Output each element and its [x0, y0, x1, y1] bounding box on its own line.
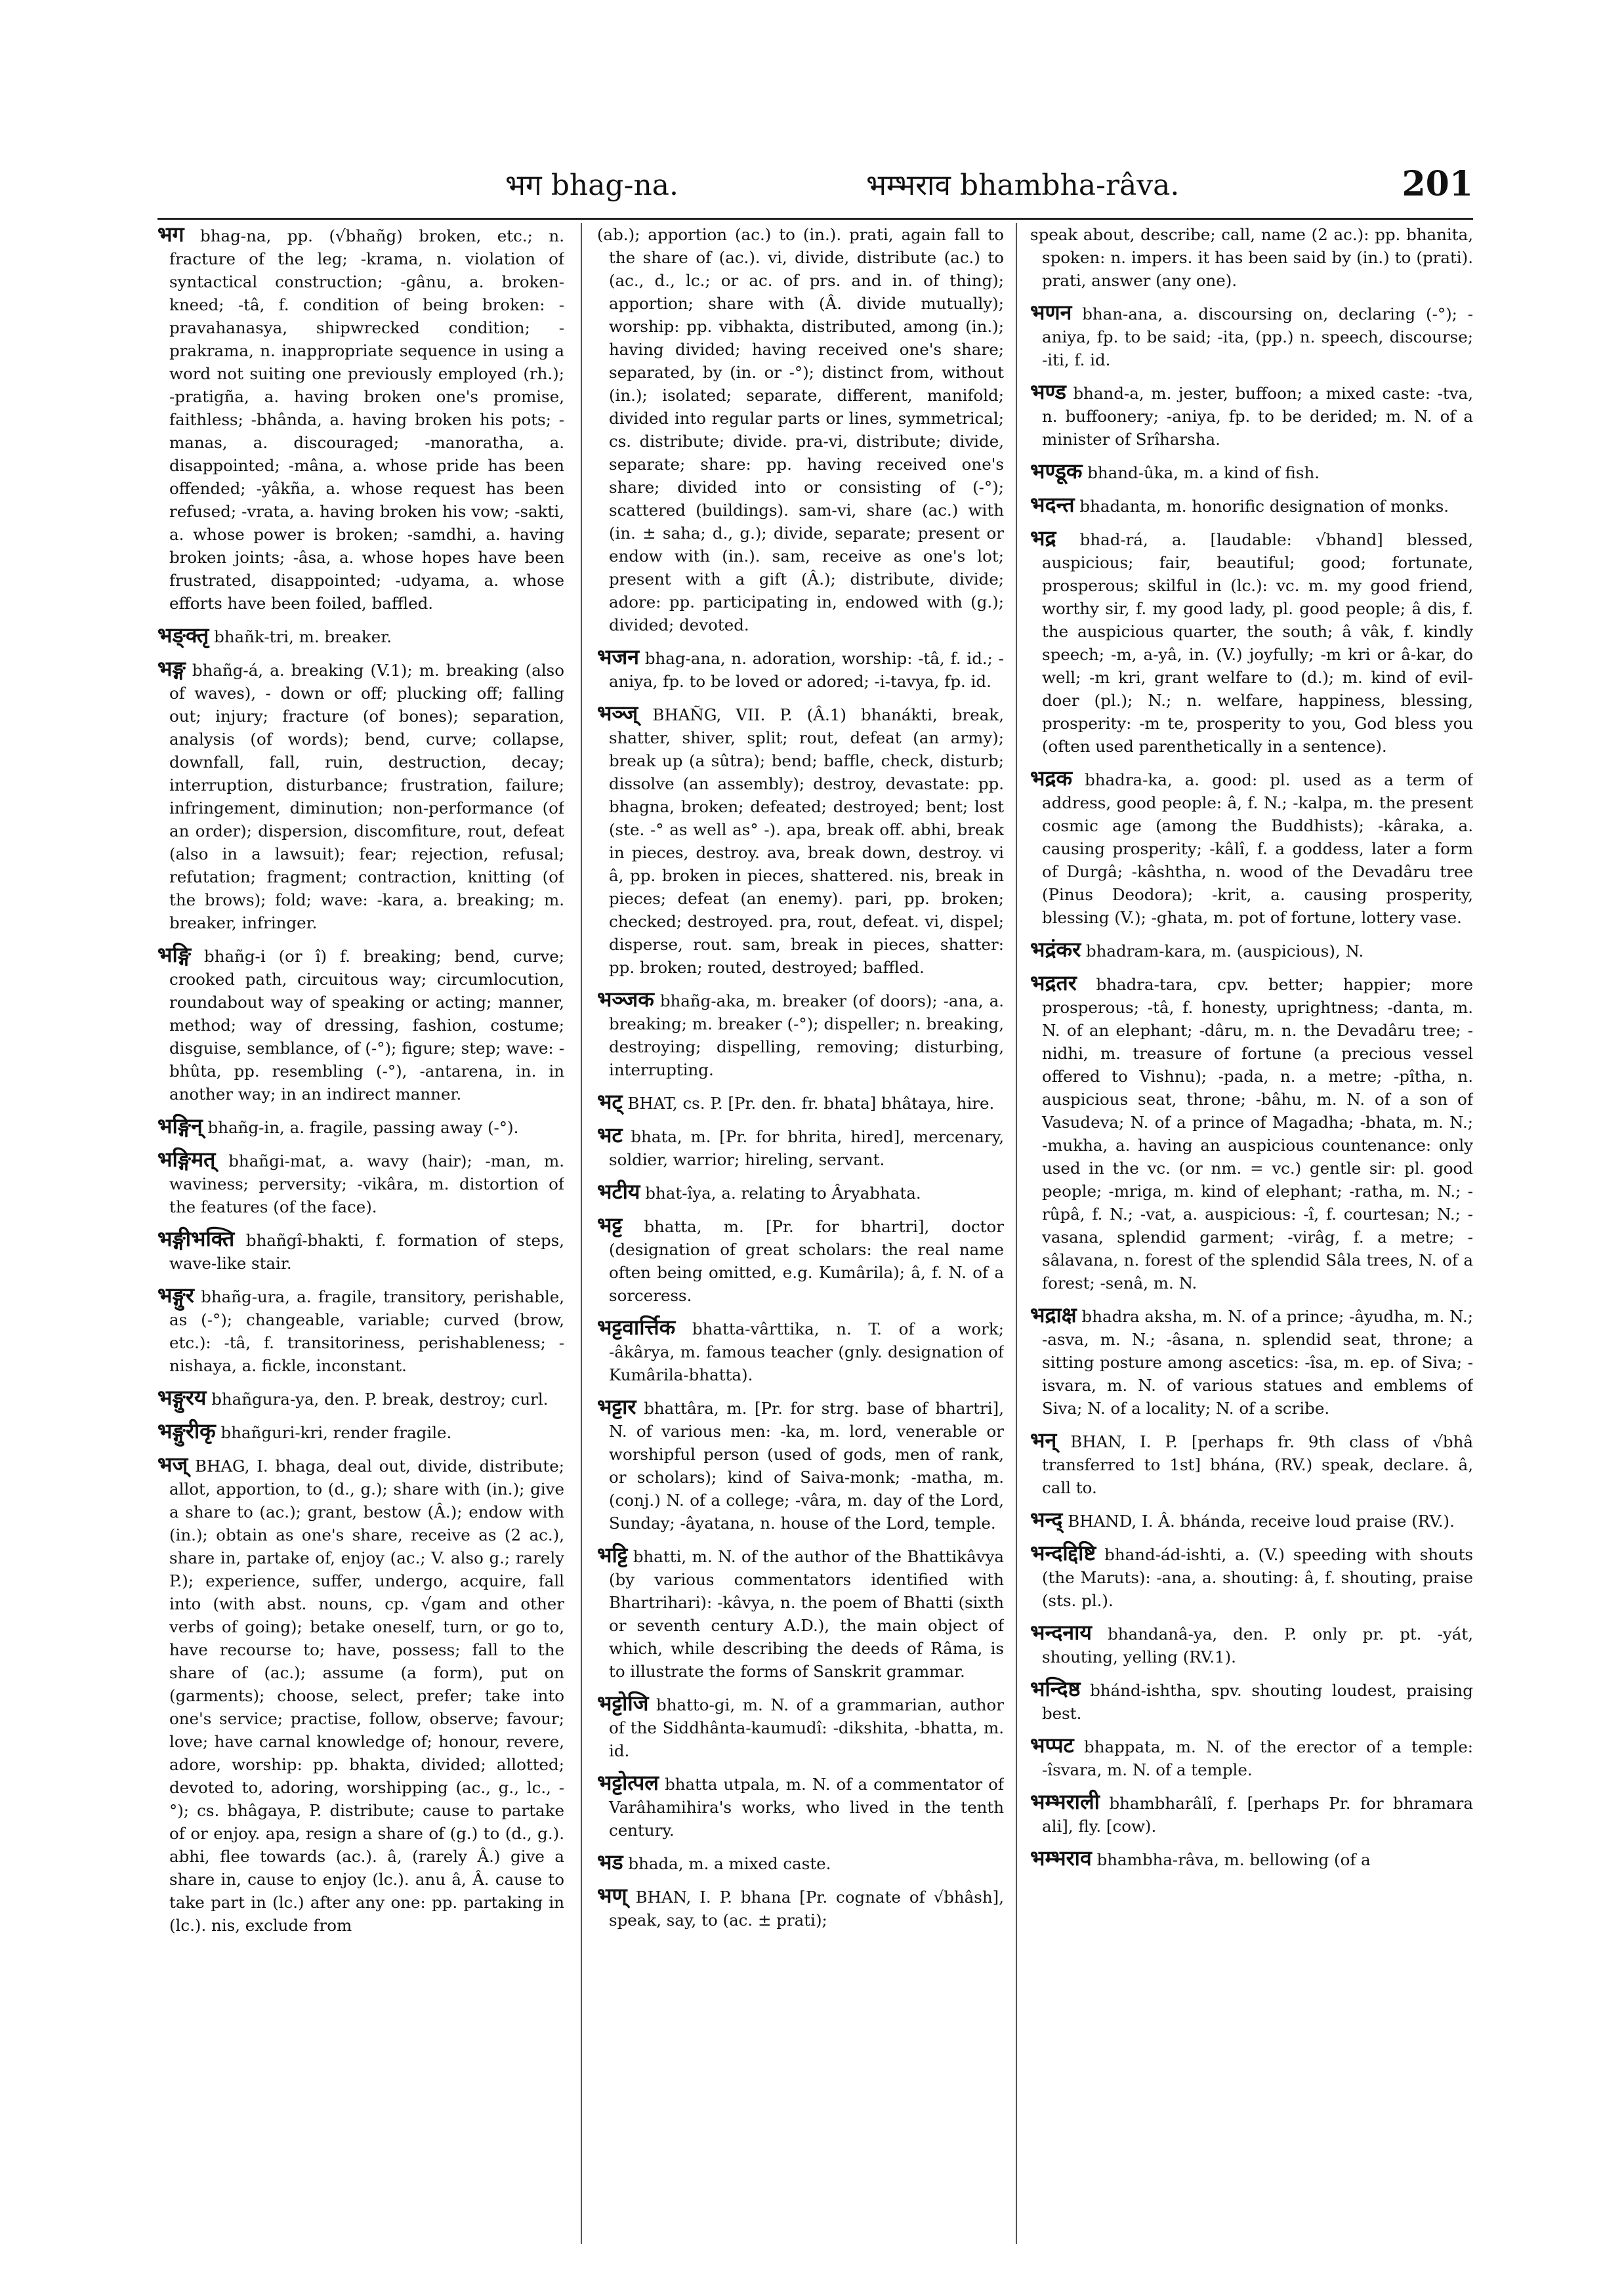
entry-headword: भद्रंकर [1030, 937, 1081, 962]
dictionary-entry [1030, 938, 1473, 962]
dictionary-entry [597, 702, 1004, 979]
entry-headword: भद्राक्ष [1030, 1302, 1077, 1327]
entry-definition: bhambha-râva, m. bellowing (of a [1096, 1850, 1371, 1869]
dictionary-entry [1030, 527, 1473, 758]
dictionary-entry [157, 624, 564, 648]
dictionary-entry [1030, 1621, 1473, 1668]
dictionary-entry [1030, 1678, 1473, 1725]
entry-headword: भङ्क्तृ [157, 623, 209, 648]
dictionary-entry [1030, 1429, 1473, 1499]
dictionary-entry [597, 223, 1004, 636]
entry-headword: भण्डूक [1030, 459, 1083, 484]
dictionary-entry [157, 657, 564, 934]
dictionary-entry [1030, 381, 1473, 451]
entry-headword: भन्दनाय [1030, 1620, 1092, 1645]
dictionary-entry [597, 1771, 1004, 1842]
entry-definition: bhand-ád-ishti, a. (V.) speeding with shouts (the Maruts): -ana, a. shouting: â, f. shouting, praise (sts. pl.). [1042, 1545, 1473, 1610]
entry-definition: bhánd-ishtha, spv. shouting loudest, praising best. [1042, 1681, 1473, 1723]
running-head-left: भग bhag-na. [505, 169, 679, 202]
entry-headword: भट [597, 1123, 623, 1148]
entry-definition: bhañgi-mat, a. wavy (hair); -man, m. waviness; perversity; -vikâra, m. distortion of the features (of the face). [169, 1151, 564, 1216]
column-1 [157, 223, 564, 2244]
entry-definition: bhañg-á, a. breaking (V.1); m. breaking (also of waves), - down or off; plucking off; falling out; injury; fracture (of bones); separation, analysis (of words); bend, curve; collapse, downfall, fall, ruin, destruction, decay; interruption, disturbance; frustration, failure; infringement, diminution; non-performance (of an order); dispersion, discomfiture, rout, defeat (also in a lawsuit); fear; rejection, refusal; refutation; fragment; contraction, knitting (of the brows); fold; wave: -kara, a. breaking; m. breaker, infringer. [169, 661, 564, 932]
entry-definition: BHAN, I. P. bhana [Pr. cognate of √bhâsh], speak, say, to (ac. ± prati); [609, 1888, 1004, 1930]
entry-headword: भन्द् [1030, 1507, 1063, 1532]
entry-headword: भङ्गिमत् [157, 1147, 216, 1172]
entry-definition: bhag-ana, n. adoration, worship: -tâ, f. id.; -aniya, fp. to be loved or adored; -i-tavya, fp. id. [609, 649, 1004, 691]
entry-headword: भट्टोत्पल [597, 1770, 659, 1795]
entry-headword: भण्ड [1030, 379, 1066, 404]
entry-headword: भप्पट [1030, 1733, 1074, 1758]
entry-definition: bhand-a, m. jester, buffoon; a mixed caste: -tva, n. buffoonery; -aniya, fp. to be derided; m. N. of a minister of Srîharsha. [1042, 384, 1473, 449]
column-2 [597, 223, 1004, 2244]
dictionary-entry [1030, 1790, 1473, 1838]
dictionary-entry [597, 1214, 1004, 1307]
entry-definition: bhañgura-ya, den. P. break, destroy; curl. [211, 1390, 549, 1409]
entry-headword: भट्टार [597, 1394, 636, 1419]
dictionary-entry [597, 1692, 1004, 1762]
dictionary-entry [597, 1544, 1004, 1683]
column-3 [1030, 223, 1473, 2244]
entry-definition: bhatta, m. [Pr. for bhartri], doctor (designation of great scholars: the real name often being omitted, e.g. Kumârila); â, f. N. of a sorceress. [609, 1217, 1004, 1305]
dictionary-entry [597, 1180, 1004, 1205]
dictionary-entry [597, 1090, 1004, 1115]
entry-headword: भञ्ज् [597, 701, 638, 726]
entry-definition: bhadram-kara, m. (auspicious), N. [1085, 941, 1364, 961]
entry-headword: भङ्गुरय [157, 1385, 207, 1410]
dictionary-entry [597, 1884, 1004, 1932]
entry-headword: भट्टवार्त्तिक [597, 1315, 676, 1340]
dictionary-entry [1030, 1542, 1473, 1612]
entry-definition: bhambharâlî, f. [perhaps Pr. for bhramara ali], fly. [cow). [1042, 1794, 1473, 1836]
entry-headword: भण् [597, 1883, 627, 1908]
entry-headword: भङ्ग [157, 656, 186, 681]
entry-headword: भम्भराली [1030, 1789, 1100, 1814]
entry-headword: भन्दिष्ठ [1030, 1676, 1081, 1701]
entry-definition: bhappata, m. N. of the erector of a temple: -îsvara, m. N. of a temple. [1042, 1737, 1473, 1779]
dictionary-entry [157, 1453, 564, 1937]
entry-definition: bhattâra, m. [Pr. for strg. base of bhartri], N. of various men: -ka, m. lord, venerable or worshipful person (used of gods, men of rank, or scholars); kind of Saiva-monk; -matha, m. (conj.) N. of a college; -vâra, m. day of the Lord, Sunday; -âyatana, n. house of the Lord, temple. [609, 1399, 1004, 1533]
entry-headword: भङ्गुर [157, 1283, 194, 1308]
dictionary-entry [1030, 460, 1473, 484]
entry-headword: भन् [1030, 1428, 1057, 1453]
entry-definition: bhada, m. a mixed caste. [628, 1854, 831, 1873]
entry-definition: bhad-rá, a. [laudable: √bhand] blessed, auspicious; fair, beautiful; good; fortunate, prosperous; skilful in (lc.): vc. m. my good friend, worthy sir, f. my good lady, pl. good people; â dis, f. the auspicious quarter, the south; â vâk, f. kindly speech; -m, a-yâ, in. (V.) joyfully; -m kri or â-kar, do well; -m kri, grant welfare to (d.); m. kind of evil-doer (pl.); N.; n. welfare, happiness, blessing, prosperity: -m te, prosperity to you, God bless you (often used parenthetically in a sentence). [1042, 530, 1473, 756]
entry-definition: BHAÑG, VII. P. (Â.1) bhanákti, break, shatter, shiver, split; rout, defeat (an army); break up (a sûtra); bend; baffle, check, disturb; dissolve (an assembly); destroy, devastate: pp. bhagna, broken; defeated; destroyed; bent; lost (ste. -° as well as° -). apa, break off. abhi, break in pieces, destroy. ava, break down, destroy. vi â, pp. broken in pieces, shattered. nis, break in pieces; defeat (an enemy). pari, pp. broken; checked; destroyed. pra, rout, defeat. vi, dispel; disperse, rout. sam, break in pieces, shatter: pp. broken; routed, destroyed; baffled. [609, 705, 1004, 977]
entry-headword: भड [597, 1850, 623, 1874]
dictionary-entry [157, 1386, 564, 1411]
dictionary-entry [157, 1284, 564, 1377]
dictionary-entry [157, 223, 564, 615]
dictionary-entry [157, 1115, 564, 1139]
entry-headword: भन्दद्दिष्टि [1030, 1540, 1096, 1565]
dictionary-entry [157, 1420, 564, 1444]
entry-headword: भद्रतर [1030, 970, 1077, 995]
entry-definition: bhandanâ-ya, den. P. only pr. pt. -yát, shouting, yelling (RV.1). [1042, 1624, 1473, 1666]
entry-headword: भञ्जक [597, 987, 654, 1012]
dictionary-entry [1030, 972, 1473, 1294]
entry-headword: भट्टि [597, 1542, 628, 1567]
dictionary-entry [1030, 301, 1473, 371]
dictionary-entry [1030, 1847, 1473, 1871]
entry-definition: BHAND, I. Â. bhánda, receive loud praise (RV.). [1068, 1512, 1455, 1531]
entry-definition: bhat-îya, a. relating to Âryabhata. [645, 1184, 921, 1203]
dictionary-entry [1030, 493, 1473, 518]
page-number: 201 [1402, 164, 1473, 204]
entry-definition: (ab.); apportion (ac.) to (in.). prati, again fall to the share of (ac.). vi, divide, distribute (ac.) to (ac., d., lc.; or ac. of prs. and in. of thing); apportion; share with (Â. divide mutually); worship: pp. vibhakta, distributed, among (in.); having divided; having received one's share; separated, by (in. or -°); distinct from, without (in.); isolated; separate, different, manifold; divided into regular parts or lines, symmetrical; cs. distribute; divide. pra-vi, distribute; divide, separate; share: pp. having received one's share; divided into or consisting of (-°); scattered (buildings). sam-vi, share (ac.) with (in. ± saha; d., g.); divide, separate; present or endow with (in.). sam, receive as one's lot; present with a gift (Â.); distribute, divide; adore: pp. participating in, endowed with (g.); divided; devoted. [597, 225, 1004, 634]
entry-headword: भटीय [597, 1179, 640, 1204]
entry-headword: भङ्गि [157, 942, 192, 967]
dictionary-entry [597, 1124, 1004, 1171]
entry-definition: BHAT, cs. P. [Pr. den. fr. bhata] bhâtaya, hire. [627, 1094, 995, 1113]
dictionary-entry [597, 1316, 1004, 1386]
entry-headword: भणन [1030, 300, 1072, 325]
entry-headword: भद्र [1030, 526, 1056, 550]
entry-definition: BHAG, I. bhaga, deal out, divide, distribute; allot, apportion, to (d., g.); share with (in.); give a share to (ac.); grant, bestow (Â.); endow with (in.); obtain as one's share, receive as (2 ac.), share in, partake of, enjoy (ac.; V. also g.; rarely P.); experience, suffer, undergo, acquire, fall into (with abst. nouns, cp. √gam and other verbs of going); betake oneself, turn, or go to, have recourse to; have, possess; fall to the share of (ac.); assume (a form), put on (garments); choose, select, prefer; take into one's service; practise, follow, observe; favour; love; have carnal knowledge of; honour, revere, adore, worship: pp. bhakta, divided; allotted; devoted to, adoring, worshipping (ac., g., lc., -°); cs. bhâgaya, P. distribute; cause to partake of or enjoy. apa, resign a share of (g.) to (d., g.). abhi, flee towards (ac.). â, (rarely Â.) give a share in, cause to enjoy (lc.). anu â, Â. cause to take part in (lc.) after any one: pp. partaking in (lc.). nis, exclude from [169, 1457, 564, 1935]
entry-definition: BHAN, I. P. [perhaps fr. 9th class of √bhâ transferred to 1st] bhána, (RV.) speak, declare. â, call to. [1042, 1432, 1473, 1497]
entry-definition: bhañguri-kri, render fragile. [220, 1423, 452, 1442]
dictionary-entry [1030, 767, 1473, 929]
dictionary-entry [597, 646, 1004, 693]
running-head-right: भम्भराव bhambha-râva. [866, 169, 1180, 202]
entry-headword: भम्भराव [1030, 1846, 1092, 1871]
entry-definition: bhañg-ura, a. fragile, transitory, perishable, as (-°); changeable, variable; curved (brow, etc.): -tâ, f. transitoriness, perishableness; -nishaya, a. fickle, inconstant. [169, 1287, 564, 1375]
entry-definition: bhadanta, m. honorific designation of monks. [1079, 497, 1449, 516]
entry-definition: bhadra-tara, cpv. better; happier; more prosperous; -tâ, f. honesty, uprightness; -danta, m. N. of an elephant; -dâru, m. n. the Devadâru tree; -nidhi, m. treasure of fortune (a precious vessel offered to Vishnu); -pada, n. a metre; -pîtha, n. auspicious seat, throne; -bâhu, m. N. of a son of Vasudeva; N. of a prince of Magadha; -bhata, m. N.; -mukha, a. having an auspicious countenance: only used in the vc. (or nm. = vc.) gentle sir: pl. good people; -mriga, m. kind of elephant; -ratha, m. N.; -rûpâ, f. N.; -vat, a. auspicious: -î, f. courtesan; N.; -vasana, splendid garment; -virâg, f. a metre; -sâlavana, n. forest of the splendid Sâla trees, N. of a forest; -senâ, m. N. [1042, 975, 1473, 1292]
entry-headword: भट्टोजि [597, 1691, 649, 1716]
entry-definition: bhatti, m. N. of the author of the Bhattikâvya (by various commentators identified with Bhartrihari): -kâvya, n. the poem of Bhatti (sixth or seventh century A.D.), the main object of which, while describing the deeds of Râma, is to illustrate the forms of Sanskrit grammar. [609, 1547, 1004, 1681]
dictionary-entry [1030, 223, 1473, 292]
dictionary-entry [157, 1148, 564, 1218]
entry-headword: भग [157, 223, 184, 247]
entry-definition: bhañg-in, a. fragile, passing away (-°). [207, 1118, 519, 1137]
page-header [157, 164, 1473, 217]
header-rule [157, 218, 1473, 220]
entry-definition: bhatto-gi, m. N. of a grammarian, author of the Siddhânta-kaumudî: -dikshita, -bhatta, m. id. [609, 1695, 1004, 1760]
dictionary-entry [597, 988, 1004, 1081]
entry-definition: bhatta-vârttika, n. T. of a work; -âkârya, m. famous teacher (gnly. designation of Kumârila-bhatta). [609, 1319, 1004, 1384]
entry-headword: भट्ट [597, 1212, 623, 1237]
column-divider [581, 223, 582, 2244]
entry-headword: भदन्त [1030, 492, 1075, 517]
entry-headword: भज् [157, 1452, 188, 1477]
entry-definition: bhadra-ka, a. good: pl. used as a term of address, good people: â, f. N.; -kalpa, m. the present cosmic age (among the Buddhists); -kâraka, a. causing prosperity; -kâlî, f. a goddess, later a form of Durgâ; -kâshtha, n. wood of the Devadâru tree (Pinus Deodora); -krit, a. causing prosperity, blessing (V.); -ghata, m. pot of fortune, lottery vase. [1042, 770, 1473, 927]
dictionary-entry [157, 1228, 564, 1275]
entry-definition: bhan-ana, a. discoursing on, declaring (-°); -aniya, fp. to be said; -ita, (pp.) n. speech, discourse; -iti, f. id. [1042, 304, 1473, 369]
entry-definition: speak about, describe; call, name (2 ac.): pp. bhanita, spoken: n. impers. it has been said by (in.) to (prati). prati, answer (any one). [1030, 225, 1473, 290]
entry-definition: bhañgî-bhakti, f. formation of steps, wave-like stair. [169, 1231, 564, 1273]
entry-headword: भद्रक [1030, 766, 1073, 791]
entry-headword: भट् [597, 1089, 623, 1114]
entry-definition: bhañg-i (or î) f. breaking; bend, curve; crooked path, circuitous way; circumlocution, roundabout way of speaking or acting; manner, method; way of dressing, fashion, costume; disguise, semblance, of (-°); figure; step; wave: -bhûta, pp. resembling (-°), -antarena, in. in another way; in an indirect manner. [169, 947, 564, 1104]
entry-definition: bhañk-tri, m. breaker. [214, 627, 392, 646]
entry-definition: bhata, m. [Pr. for bhrita, hired], mercenary, soldier, warrior; hireling, servant. [609, 1127, 1004, 1169]
dictionary-entry [597, 1396, 1004, 1535]
entry-definition: bhañg-aka, m. breaker (of doors); -ana, a. breaking; m. breaker (-°); dispeller; n. breaking, destroying; dispelling, removing; disturbing, interrupting. [609, 991, 1004, 1079]
column-divider [1016, 223, 1017, 2244]
entry-definition: bhatta utpala, m. N. of a commentator of Varâhamihira's works, who lived in the tenth century. [609, 1775, 1004, 1840]
entry-headword: भङ्गुरीकृ [157, 1418, 216, 1443]
dictionary-entry [1030, 1508, 1473, 1533]
entry-headword: भङ्गीभक्ति [157, 1226, 235, 1251]
dictionary-entry [157, 943, 564, 1106]
dictionary-entry [1030, 1304, 1473, 1420]
entry-definition: bhand-ûka, m. a kind of fish. [1087, 463, 1320, 482]
entry-definition: bhadra aksha, m. N. of a prince; -âyudha, m. N.; -asva, m. N.; -âsana, n. splendid seat, throne; a sitting posture among ascetics: -îsa, m. ep. of Siva; -isvara, m. N. of various statues and emblems of Siva; N. of a locality; N. of a scribe. [1042, 1307, 1473, 1418]
entry-headword: भङ्गिन् [157, 1113, 203, 1138]
entry-definition: bhag-na, pp. (√bhañg) broken, etc.; n. fracture of the leg; -krama, n. violation of syntactical construction; -gânu, a. broken-kneed; -tâ, f. condition of being broken: -pravahanasya, shipwrecked condition; -prakrama, n. inappropriate sequence in using a word not suiting one previously employed (rh.); -pratigña, a. having broken one's promise, faithless; -bhânda, a. having broken his pots; -manas, a. discouraged; -manoratha, a. disappointed; -mâna, a. whose pride has been offended; -yâkña, a. whose request has been refused; -vrata, a. having broken his vow; -sakti, a. whose power is broken; -samdhi, a. having broken joints; -âsa, a. whose hopes have been frustrated, disappointed; -udyama, a. whose efforts have been foiled, baffled. [169, 226, 564, 613]
entry-headword: भजन [597, 644, 640, 669]
dictionary-entry [597, 1851, 1004, 1875]
dictionary-entry [1030, 1734, 1473, 1781]
